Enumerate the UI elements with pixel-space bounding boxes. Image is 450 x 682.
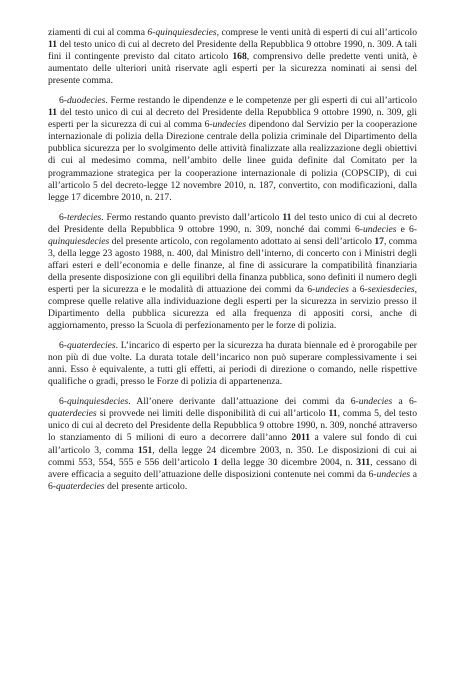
italic-term: duodecies <box>67 95 106 107</box>
text-run: del presente articolo, con regolamento adottato ai sensi dell’articolo <box>109 235 375 247</box>
italic-term: undecies <box>358 396 393 408</box>
italic-term: terdecies <box>67 211 102 223</box>
text-run: , comprese quelle relative alla individuazione degli esperti per la sicurezza in servizio presso il Dipartimento della pubblica sicurezza ed alla frequenza di appositi corsi, anche di aggiornamento, presso la Scuola di perfezionamento per le forze di polizia. <box>48 283 418 332</box>
text-run: a 6- <box>392 396 417 408</box>
bold-number: 11 <box>48 39 58 51</box>
text-run: 6- <box>59 340 67 352</box>
text-run: , della legge 24 dicembre 2003, n. 350. Le disposizioni di cui ai commi 553, 554, 555 e 556 dell’articolo <box>48 444 417 468</box>
italic-term: sexiesdecies <box>367 283 415 295</box>
text-run: del presente articolo. <box>104 480 188 492</box>
text-run: , comma 3, della legge 23 agosto 1988, n. 400, dal Ministro dell’interno, di concerto con i Ministri degli affari esteri e dell’economia e delle finanze, al fine di assicurare la compatibilità finanziaria della presente disposizione con gli equilibri della finanza pubblica, sono definiti il numero degli esperti per la sicurezza e le modalità di attuazione dei commi da 6- <box>48 235 417 295</box>
text-run: 6- <box>59 211 67 223</box>
text-run: a 6- <box>48 468 417 492</box>
bold-number: 168 <box>232 51 247 63</box>
paragraph-3 <box>48 212 417 332</box>
text-run: 6- <box>59 95 67 107</box>
text-run: , comma 5, del testo unico di cui al decreto del Presidente della Repubblica 9 ottobre 1990, n. 309, nonché attraverso lo stanziamento di 5 milioni di euro a decorrere dall’anno <box>48 408 417 444</box>
bold-number: 11 <box>48 107 58 119</box>
bold-number: 311 <box>356 456 371 468</box>
text-run: . L’incarico di esperto per la sicurezza ha durata biennale ed è prorogabile per non più di due volte. La durata totale dell’incarico non può superare complessivamente i sei anni. Esso è equivalente, a tutti gli effetti, ai periodi di direzione o comando, nelle rispettive qualifiche o gradi, presso le Forze di polizia di appartenenza. <box>48 340 417 388</box>
text-run: dipendono dal Servizio per la cooperazione internazionale di polizia della Direzione centrale della polizia criminale del Dipartimento della pubblica sicurezza per lo svolgimento delle attività finalizzate alla realizzazione degli obiettivi di cui al medesimo comma, nell’ambito delle linee guida definite dal Comitato per la programmazione strategica per la cooperazione internazionale di polizia (COPSCIP), di cui all’articolo 5 del decreto-legge 12 novembre 2010, n. 187, convertito, con modificazioni, dalla legge 17 dicembre 2010, n. 217. <box>48 119 417 203</box>
document-page <box>48 27 417 493</box>
text-run: 6- <box>59 396 67 408</box>
italic-term: undecies <box>376 468 411 480</box>
text-run: . Fermo restando quanto previsto dall’articolo <box>101 211 283 223</box>
text-run: ziamenti di cui al comma <box>48 27 148 38</box>
paragraph-5 <box>48 396 417 492</box>
italic-term: undecies <box>362 223 397 235</box>
italic-term: undecies <box>315 283 349 295</box>
text-run: della legge 30 dicembre 2004, n. <box>217 456 357 468</box>
italic-term: quaterdecies <box>48 408 97 420</box>
bold-number: 2011 <box>291 432 311 444</box>
text-run: si provvede nei limiti delle disponibilità di cui all’articolo <box>96 408 329 420</box>
text-run: a valere sul fondo di cui all’articolo 3, comma <box>48 432 418 456</box>
italic-term: quaterdecies <box>56 480 105 492</box>
text-run: , comprensivo delle predette venti unità, è aumentato delle ulteriori unità riservate agli esperti per la sicurezza nominati ai sensi del presente comma. <box>48 51 418 87</box>
italic-term: undecies <box>212 119 247 131</box>
paragraph-4 <box>48 340 417 388</box>
bold-number: 1 <box>213 456 218 468</box>
text-run: del testo unico di cui al decreto del Presidente della Repubblica 9 ottobre 1990, n. 309. A tali fini il contingente previsto dal citato articolo <box>48 39 417 63</box>
bold-number: 11 <box>282 211 292 223</box>
paragraph-2 <box>48 95 417 203</box>
text-run: a 6- <box>348 283 368 295</box>
text-run: , comprese le venti unità di esperti di cui all’articolo <box>216 27 417 38</box>
bold-number: 151 <box>137 444 153 456</box>
italic-term: quinquiesdecies <box>48 235 110 247</box>
text-run: . Ferme restando le dipendenze e le competenze per gli esperti di cui all’articolo <box>105 95 417 107</box>
text-run: del testo unico di cui al decreto del Presidente della Repubblica 9 ottobre 1990, n. 309, nonché dai commi 6- <box>48 211 417 235</box>
italic-term: 6-quinquiesdecies <box>147 27 217 38</box>
text-run: del testo unico di cui al decreto del Presidente della Repubblica 9 ottobre 1990, n. 309, gli esperti per la sicurezza di cui al comma 6- <box>48 107 417 131</box>
italic-term: quinquiesdecies <box>67 396 129 408</box>
bold-number: 17 <box>374 235 384 247</box>
text-run: e 6- <box>396 223 418 235</box>
text-run: . All’onere derivante dall’attuazione dei commi da 6- <box>128 396 359 408</box>
bold-number: 11 <box>328 408 338 420</box>
italic-term: quaterdecies <box>67 340 116 352</box>
text-run: , cessano di avere efficacia a seguito dell’attuazione delle disposizioni contenute nei commi da 6- <box>48 456 417 480</box>
paragraph-1 <box>48 27 417 87</box>
